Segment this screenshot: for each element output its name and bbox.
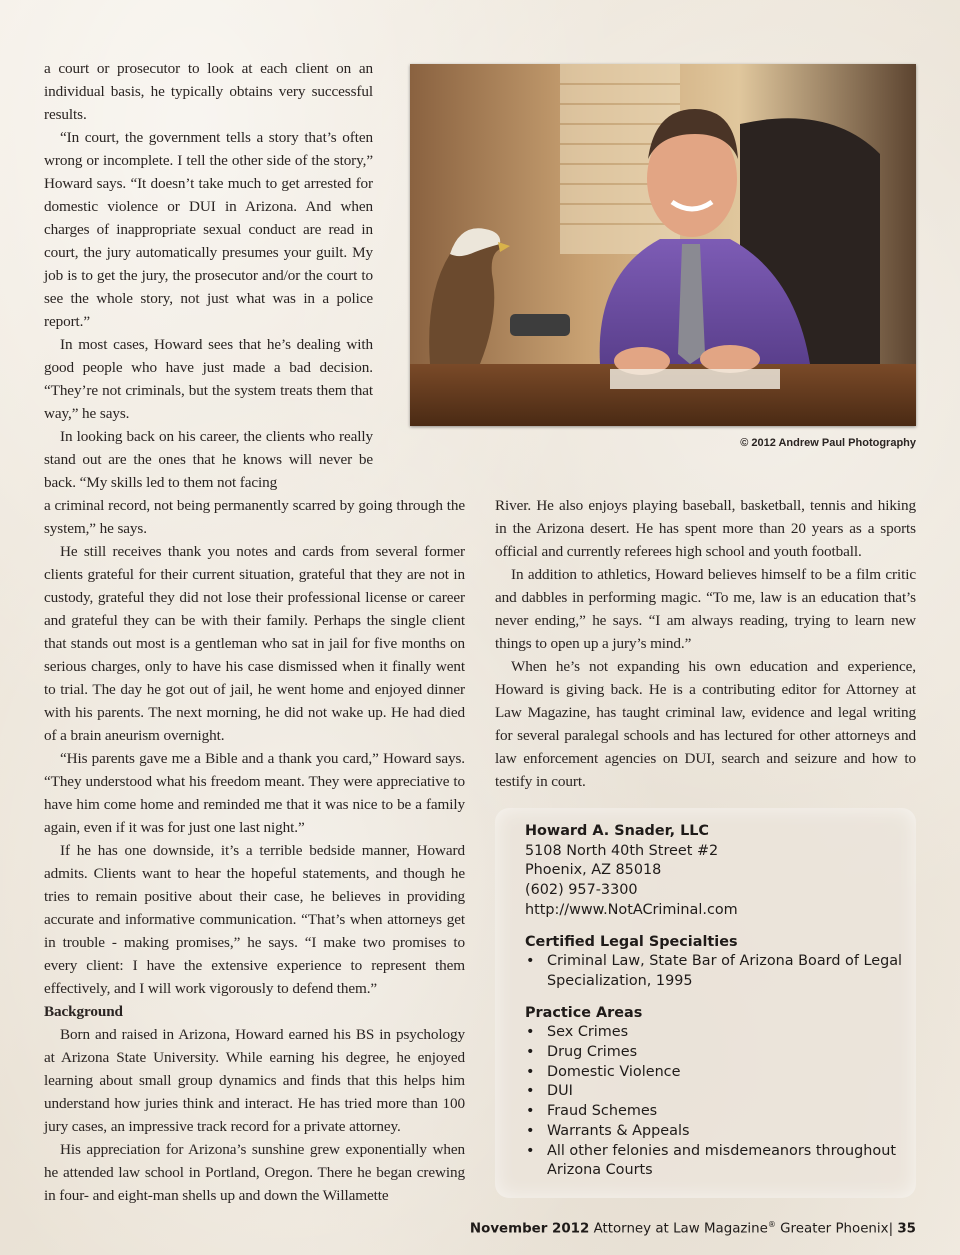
- practice-area-item: [525, 1023, 905, 1043]
- article-paragraph: a court or prosecutor to look at each client on an individual basis, he typically obtains very successful results.: [44, 60, 373, 123]
- article-paragraph: In most cases, Howard sees that he’s dealing with good people who have just made a bad decision. “They’re not criminals, but the system treats them that way,” he says.: [44, 336, 373, 422]
- bullet-icon: •: [526, 1024, 535, 1041]
- bullet-icon: •: [526, 1063, 535, 1080]
- practice-area-item: [525, 1082, 905, 1102]
- practice-area-item: [525, 1122, 905, 1142]
- bullet-icon: •: [526, 1122, 535, 1139]
- practice-areas-list: [525, 1023, 905, 1181]
- article-paragraph: If he has one downside, it’s a terrible bedside manner, Howard admits. Clients want to hear the hopeful statements, and though he tries to remain positive about their case, he believes in providing accurate and informative communication. “That’s when attorneys get in trouble - making promises,” he says. “I make two promises to every client: I have the extensive experience to represent them effectively, and I will work vigorously to defend them.”: [44, 842, 465, 997]
- article-paragraph: When he’s not expanding his own education and experience, Howard is giving back. He is a contributing editor for Attorney at Law Magazine, has taught criminal law, evidence and legal writing for several paralegal schools and has lectured for other attorneys and law enforcement agencies on DUI, search and seizure and how to testify in court.: [495, 658, 916, 790]
- practice-area-item: [525, 1063, 905, 1083]
- article-paragraph: Born and raised in Arizona, Howard earned his BS in psychology at Arizona State University. While earning his degree, he enjoyed learning about small group dynamics and finds that this helps him understand how juries think and interact. He has tried more than 100 jury cases, an impressive track record for a private attorney.: [44, 1026, 465, 1135]
- website-link[interactable]: http://www.NotACriminal.com: [525, 901, 738, 918]
- bullet-icon: •: [526, 1142, 535, 1159]
- address-line-2: Phoenix, AZ 85018: [525, 862, 662, 879]
- bullet-icon: •: [526, 953, 535, 970]
- article-paragraph: a criminal record, not being permanently scarred by going through the system,” he says.: [44, 497, 465, 537]
- practice-area-label: All other felonies and misdemeanors throughout Arizona Courts: [547, 1142, 896, 1179]
- practice-area-label: DUI: [547, 1083, 573, 1100]
- article-paragraph: “In court, the government tells a story that’s often wrong or incomplete. I tell the other side of the story,” Howard says. “It doesn’t take much to get arrested for domestic violence or DUI in Arizona. And when charges of inappropriate sexual conduct are read in court, the jury automatically presumes your guilt. My job is to get the jury, the prosecutor and/or the court to see the whole story, not just what was in a police report.”: [44, 129, 373, 330]
- practice-area-item: [525, 1142, 905, 1181]
- practice-area-label: Fraud Schemes: [547, 1103, 658, 1120]
- registered-mark: ®: [767, 1220, 776, 1229]
- specialty-item: [525, 952, 905, 991]
- practice-area-label: Drug Crimes: [547, 1044, 638, 1061]
- specialty-label: Criminal Law, State Bar of Arizona Board of Legal Specialization, 1995: [547, 953, 903, 989]
- bullet-icon: •: [526, 1044, 535, 1061]
- firm-info-box: [495, 808, 916, 1198]
- attorney-photo: [410, 64, 916, 426]
- page-number: 35: [897, 1221, 916, 1237]
- attorney-portrait-illustration: [410, 64, 916, 426]
- article-column-left-top: [44, 57, 373, 494]
- photo-credit: © 2012 Andrew Paul Photography: [740, 437, 916, 449]
- issue-date: November 2012: [469, 1221, 590, 1237]
- specialties-heading: Certified Legal Specialties: [525, 933, 738, 950]
- region-name: Greater Phoenix: [780, 1221, 889, 1237]
- magazine-name: Attorney at Law Magazine: [593, 1221, 768, 1237]
- page-footer: [470, 1220, 916, 1236]
- section-heading: Background: [44, 1003, 123, 1020]
- article-paragraph: River. He also enjoys playing baseball, basketball, tennis and hiking in the Arizona desert. He has spent more than 20 years as a sports official and currently referees high school and youth football.: [495, 497, 916, 560]
- address-line-1: 5108 North 40th Street #2: [525, 842, 719, 859]
- practice-area-label: Domestic Violence: [547, 1063, 681, 1080]
- practice-areas-heading: Practice Areas: [525, 1004, 643, 1021]
- specialties-list: [525, 952, 905, 991]
- footer-separator: |: [888, 1221, 894, 1237]
- article-paragraph: In looking back on his career, the clients who really stand out are the ones that he knows will never be back. “My skills led to them not facing: [44, 428, 373, 491]
- article-column-left-bottom: [44, 494, 465, 1207]
- article-paragraph: His appreciation for Arizona’s sunshine grew exponentially when he attended law school in Portland, Oregon. There he began crewing in four- and eight-man shells up and down the Willamette: [44, 1141, 465, 1204]
- practice-area-item: [525, 1043, 905, 1063]
- article-paragraph: He still receives thank you notes and cards from several former clients grateful for their current situation, grateful that they are not in custody, grateful they did not lose their professional license or career and grateful they can be with their family. Perhaps the single client that stands out most is a gentleman who sat in jail for five months on serious charges, only to have his case dismissed when it finally went to trial. The day he got out of jail, he went home and enjoyed dinner with his parents. The next morning, he did not wake up. He had died of a brain aneurism overnight.: [44, 543, 465, 744]
- article-paragraph: “His parents gave me a Bible and a thank you card,” Howard says. “They understood what his freedom meant. They were appreciative to have him come home and reminded me that it was nice to be a family again, even if it was for just one last night.”: [44, 750, 465, 836]
- practice-area-item: [525, 1102, 905, 1122]
- article-column-right: [495, 494, 916, 793]
- practice-area-label: Warrants & Appeals: [547, 1122, 690, 1139]
- firm-name: Howard A. Snader, LLC: [525, 823, 709, 839]
- bullet-icon: •: [526, 1103, 535, 1120]
- phone-number: (602) 957-3300: [525, 882, 638, 899]
- practice-area-label: Sex Crimes: [547, 1024, 629, 1041]
- article-paragraph: In addition to athletics, Howard believes himself to be a film critic and dabbles in performing magic. “To me, law is an education that’s never ending,” he says. “I am always reading, trying to learn new things to open up a jury’s mind.”: [495, 566, 916, 652]
- bullet-icon: •: [526, 1083, 535, 1100]
